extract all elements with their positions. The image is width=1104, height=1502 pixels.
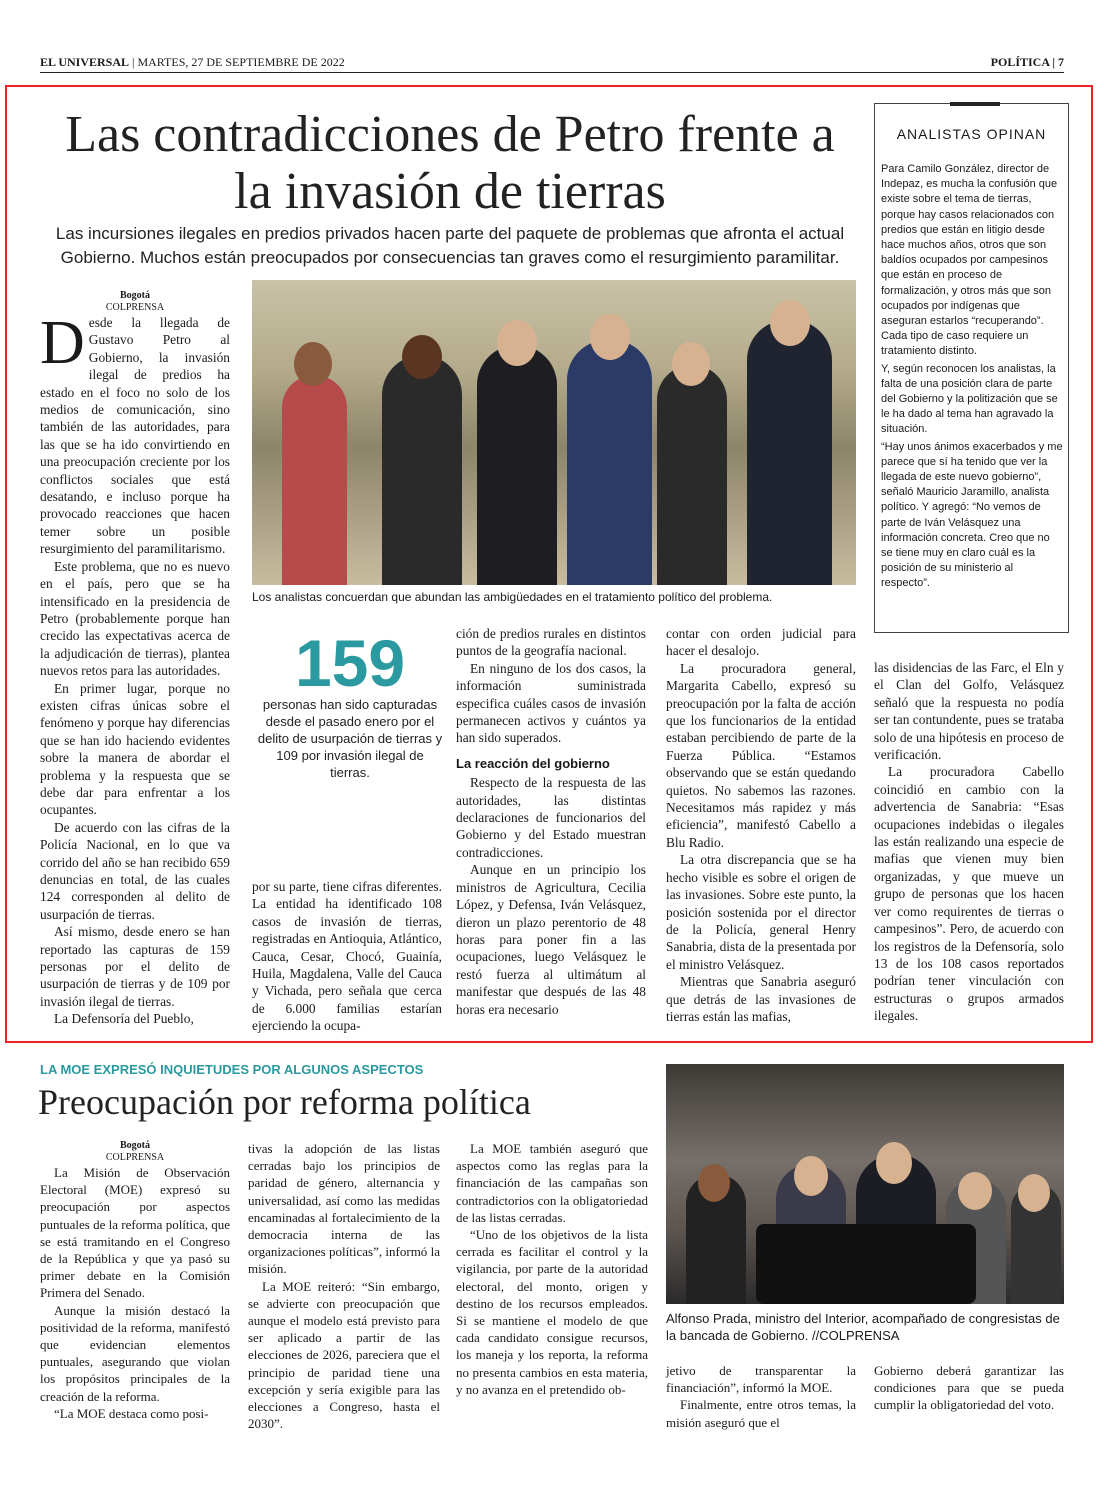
subhead: La reacción del gobierno (456, 755, 610, 771)
article-column-2: por su parte, tiene cifras diferentes. La entidad ha identificado 108 casos de invasión de tierras, registradas en Antioquia, Atlántico, Cauca, Cesar, Chocó, Guainía, Huila, Magdalena, Valle del Cauca y Vichada, pero señala que cerca de 6.000 familias estarían ejerciendo la ocupa- (252, 879, 442, 1034)
article2-column-3: La MOE también aseguró que aspectos como las reglas para la financiación de las campañas son contradictorios con la obligatoriedad de las listas cerradas. “Uno de los objetivos de la lista cerrada es facilitar el control y la vigilancia, por parte de la autoridad electoral, del monto, origen y destino de los recursos empleados. Si se mantiene el modelo de que cada candidato consigue recursos, los maneja y los reporta, la reforma no presenta cambios en esta materia, y no avanza en el pretendido ob- (456, 1141, 648, 1397)
issue-date: MARTES, 27 DE SEPTIEMBRE DE 2022 (137, 55, 345, 69)
article2-photo-caption: Alfonso Prada, ministro del Interior, acompañado de congresistas de la bancada de Gobierno. //COLPRENSA (666, 1311, 1060, 1343)
page-header: EL UNIVERSAL | MARTES, 27 DE SEPTIEMBRE DE 2022 POLÍTICA | 7 (40, 52, 1064, 73)
analysts-sidebar: ANALISTAS OPINAN Para Camilo González, director de Indepaz, es mucha la confusión que existe sobre el tema de tierras, porque hay casos relacionados con predios que están en litigio desde hace muchos años, otros que son baldíos ocupados por campesinos que están en proceso de formalización, y otros más que son ocupados por indígenas que aseguran estarlos “recuperando”. Cada tipo de caso requiere un tratamiento distinto. Y, según reconocen los analistas, la falta de una posición clara de parte del Gobierno y la politización que se le ha dado al tema han agravado la situación. “Hay unos ánimos exacerbados y me parece que sí ha tenido que ver la llegada de este nuevo gobierno”, señaló Mauricio Jaramillo, analista político. Y agregó: “No vemos de parte de Iván Velásquez una información concreta. Creo que no se tiene muy en claro cuál es la posición de su ministerio al respecto”. (874, 103, 1069, 633)
byline: Bogotá COLPRENSA (105, 1140, 165, 1163)
article-column-4: contar con orden judicial para hacer el desalojo. La procuradora general, Margarita Cabello, expresó su preocupación por la falta de acción que los funcionarios de la entidad estaban percibiendo de parte de la Fuerza Pública. “Estamos observando que se están quedando quietos. No sabemos las razones. Necesitamos más rapidez y más eficiencia”, manifestó Cabello a Blu Radio. La otra discrepancia que se ha hecho visible es sobre el origen de las invasiones. Sobre este punto, la posición sostenida por el director de la Policía, general Henry Sanabria, dista de la presentada por el ministro Velásquez. Mientras que Sanabria aseguró que detrás de las invasiones de tierras están las mafias, (666, 626, 856, 1024)
article2-photo (666, 1064, 1064, 1304)
article-column-3: ción de predios rurales en distintos puntos de la geografía nacional. En ninguno de los dos casos, la información suministrada especifica cuáles casos de invasión permanecen activos y cuántos ya han sido superados. La reacción del gobierno Respecto de la respuesta de las autoridades, las distintas declaraciones de funcionarios del Gobierno y del Estado muestran contradicciones. Aunque en un principio los ministros de Agricultura, Cecilia López, y Defensa, Iván Velásquez, dieron un plazo perentorio de 48 horas para poner fin a las ocupaciones, luego Velásquez le restó fuerza al ultimátum al manifestar que después de las 48 horas era necesario (456, 626, 646, 1017)
article-photo (252, 280, 856, 585)
article-dek: Las incursiones ilegales en predios privados hacen parte del paquete de problemas que afronta el actual Gobierno. Muchos están preocupados por consecuencias tan graves como el resurgimiento paramilitar. (55, 224, 845, 267)
page-number: 7 (1058, 55, 1064, 69)
microphones (756, 1224, 976, 1304)
article2-headline: Preocupación por reforma política (38, 1082, 531, 1122)
article2-column-4: jetivo de transparentar la financiación”, informó la MOE. Finalmente, entre otros temas, la misión aseguró que el (666, 1363, 856, 1430)
article2-column-5: Gobierno deberá garantizar las condiciones para que se pueda cumplir la obligatoriedad del voto. (874, 1363, 1064, 1413)
stat-number: 159 (294, 626, 406, 700)
article-column-1: Bogotá COLPRENSA Desde la llegada de Gustavo Petro al Gobierno, la invasión ilegal de predios ha estado en el foco no solo de los medios de comunicación, sino también de las autoridades, para las que se ha ido convirtiendo en una preocupación creciente por los conflictos sociales que está desatando, e incluso porque ha provocado reacciones que hacen temer sobre un posible resurgimiento del paramilitarismo. Este problema, que no es nuevo en el país, pero que se ha intensificado en la presidencia de Petro (probablemente porque han crecido las expectativas acerca de la adjudicación de tierras), plantea nuevos retos para las autoridades. En primer lugar, porque no existen cifras únicas sobre el fenómeno y porque hay diferencias que se han ido haciendo evidentes sobre la manera de abordar el problema y la respuesta que se debe dar para enfrentar a los ocupantes. De acuerdo con las cifras de la Policía Nacional, en lo que va corrido del año se han recibido 659 denuncias en total, de las cuales 124 corresponden al delito de usurpación de tierras. Así mismo, desde enero se han reportado las capturas de 159 personas por el delito de usurpación de tierras y de 109 por invasión ilegal de tierras. La Defensoría del Pueblo, (40, 290, 230, 1027)
sidebar-title: ANALISTAS OPINAN (896, 126, 1047, 142)
article2-column-2: tivas la adopción de las listas cerradas bajo los principios de paridad de género, alternancia y universalidad, así como las medidas encaminadas al fortalecimiento de la democracia interna de las organizaciones políticas”, informó la misión. La MOE reiteró: “Sin embargo, se advierte con preocupación que aunque el modelo está previsto para ser aplicado a partir de las elecciones de 2026, pareciera que el principio de paridad tiene una excepción y sería exigible para las elecciones a Congreso, hasta el 2030”. (248, 1141, 440, 1432)
article2-kicker: LA MOE EXPRESÓ INQUIETUDES POR ALGUNOS ASPECTOS (40, 1062, 424, 1077)
drop-cap: D (40, 309, 85, 377)
article-column-5: las disidencias de las Farc, el Eln y el Clan del Golfo, Velásquez señaló que la respuesta no podía ser tan contundente, pues se trataba solo de una hipótesis en proceso de verificación. La procuradora Cabello coincidió en cambio con la advertencia de Sanabria: “Esas ocupaciones indebidas o ilegales las están realizando una especie de mafias que vienen muy bien organizadas, y que mueve un grupo de personas que los hacen ver como requirentes de tierras o campesinos”. Pero, de acuerdo con los registros de la Defensoría, solo 13 de los 108 casos reportados podrían tener vinculación con estructuras o grupos armados ilegales. (874, 660, 1064, 1024)
article-headline: Las contradicciones de Petro frente a la invasión de tierras (65, 106, 835, 220)
article2-column-1: Bogotá COLPRENSA La Misión de Observación Electoral (MOE) expresó su preocupación por aspectos puntuales de la reforma política, que se está tramitando en el Congreso de la República y que ya pasó su primer debate en la Comisión Primera del Senado. Aunque la misión destacó la positividad de la reforma, manifestó que evidencian elementos puntuales, asegurando que violan los propósitos principales de la creación de la reforma. “La MOE destaca como posi- (40, 1140, 230, 1421)
stat-text: personas han sido capturadas desde el pasado enero por el delito de usurpación de tierras y 109 por invasión ilegal de tierras. (257, 697, 443, 780)
photo-caption: Los analistas concuerdan que abundan las ambigüedades en el tratamiento político del problema. (252, 590, 773, 604)
stat-callout (255, 626, 445, 781)
section-name: POLÍTICA (990, 55, 1050, 69)
newspaper-name: EL UNIVERSAL (40, 55, 130, 69)
byline: Bogotá COLPRENSA (105, 290, 165, 313)
